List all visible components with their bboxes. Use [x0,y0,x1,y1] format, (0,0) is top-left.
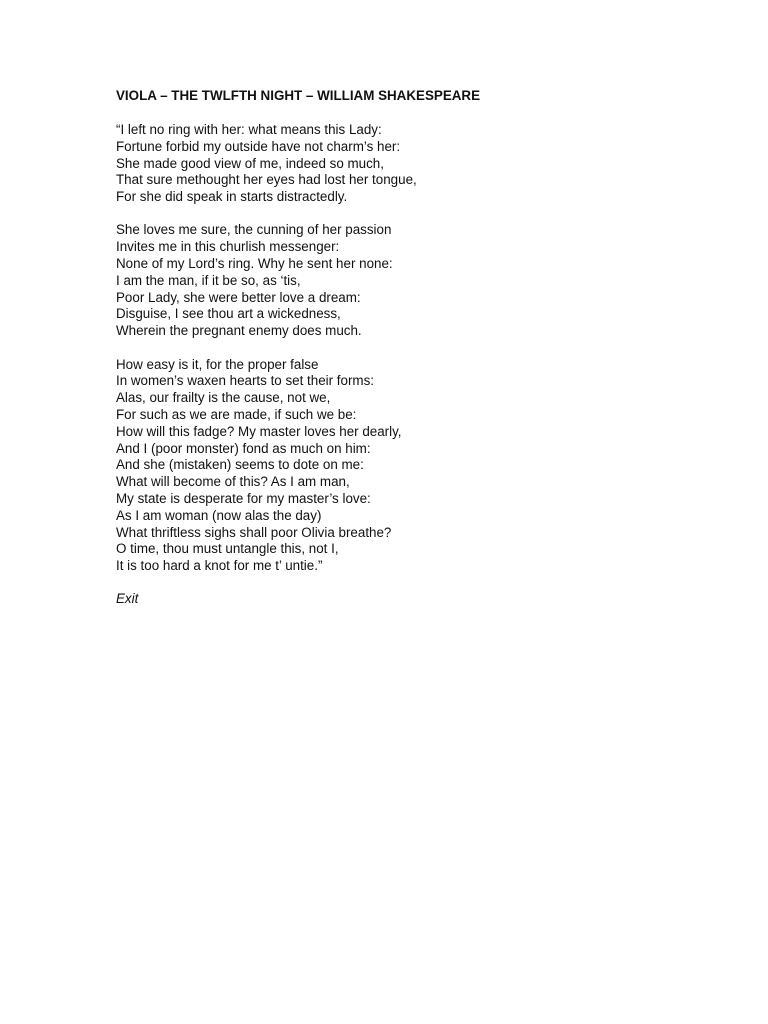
verse-line: Wherein the pregnant enemy does much. [116,323,362,339]
verse-line: Disguise, I see thou art a wickedness, [116,306,341,322]
verse-line: That sure methought her eyes had lost her tongue, [116,172,417,188]
verse-line: She loves me sure, the cunning of her passion [116,222,392,238]
verse-line: For she did speak in starts distractedly. [116,189,348,205]
document-body [116,87,676,608]
verse-line: And I (poor monster) fond as much on him: [116,440,371,456]
verse-line: As I am woman (now alas the day) [116,507,322,523]
verse-line: My state is desperate for my master’s love: [116,490,371,506]
stage-direction: Exit [116,591,139,607]
verse-line: Alas, our frailty is the cause, not we, [116,390,331,406]
verse-line: Poor Lady, she were better love a dream: [116,289,361,305]
stanza-3 [116,357,676,575]
stanza-2 [116,222,676,340]
verse-line: It is too hard a knot for me t’ untie.” [116,558,323,574]
verse-line: In women’s waxen hearts to set their forms: [116,373,375,389]
verse-line: I am the man, if it be so, as ‘tis, [116,272,301,288]
verse-line: “I left no ring with her: what means this Lady: [116,122,382,137]
verse-line: Fortune forbid my outside have not charm’s her: [116,138,401,154]
verse-line: What will become of this? As I am man, [116,474,350,490]
verse-line: How easy is it, for the proper false [116,356,319,372]
verse-line: For such as we are made, if such we be: [116,406,357,422]
verse-line: Invites me in this churlish messenger: [116,239,340,255]
verse-line: And she (mistaken) seems to dote on me: [116,457,364,473]
verse-line: None of my Lord’s ring. Why he sent her none: [116,256,393,272]
verse-line: O time, thou must untangle this, not I, [116,541,339,557]
document-title: VIOLA – THE TWLFTH NIGHT – WILLIAM SHAKESPEARE [116,88,481,103]
verse-line: She made good view of me, indeed so much, [116,155,384,171]
verse-line: What thriftless sighs shall poor Olivia breathe? [116,524,392,540]
verse-line: How will this fadge? My master loves her dearly, [116,423,402,439]
stanza-1 [116,122,676,206]
